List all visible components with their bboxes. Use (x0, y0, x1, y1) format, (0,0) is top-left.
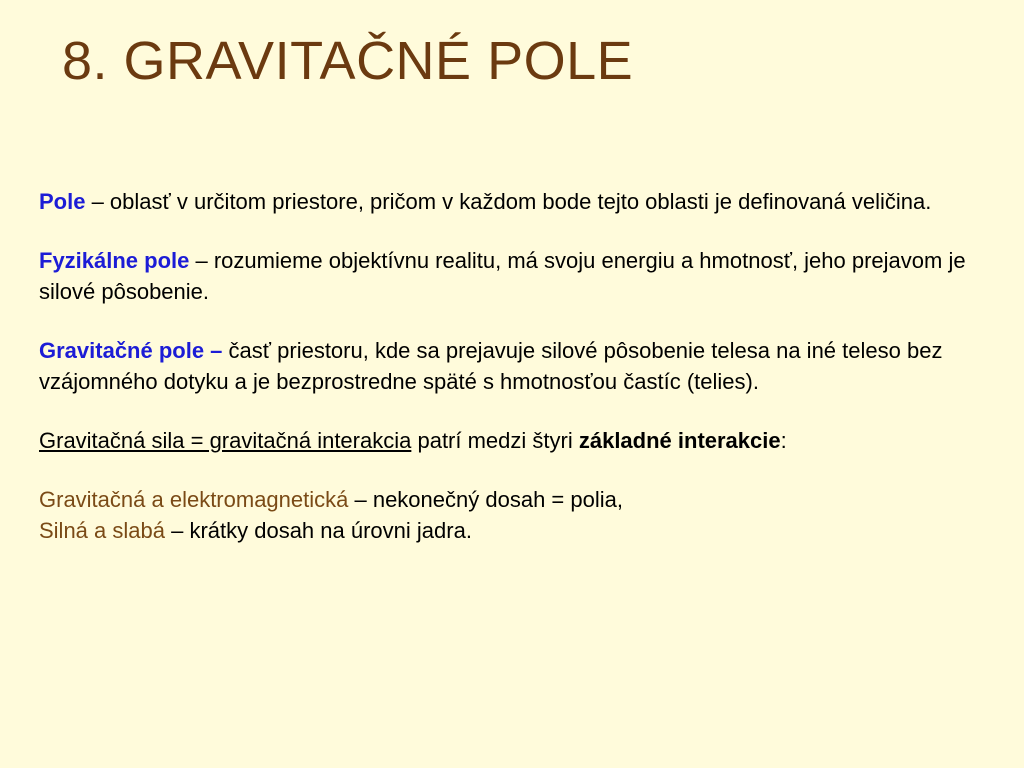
interaction-end: : (780, 428, 787, 453)
page-title: 8. GRAVITAČNÉ POLE (62, 31, 634, 91)
force-long-range-text: – nekonečný dosah = polia, (348, 487, 623, 512)
definition-fyzikalne-pole (39, 245, 989, 307)
interaction-underlined: Gravitačná sila = gravitačná interakcia (39, 428, 412, 453)
force-short-range-text: – krátky dosah na úrovni jadra. (164, 518, 472, 543)
force-short-range (39, 515, 989, 546)
definition-gravitacne-pole-text: časť priestoru, kde sa prejavuje silové pôsobenie telesa na iné teleso bez vzájomného dotyku a je bezprostredne späté s hmotnosťou častíc (telies). (39, 338, 943, 394)
force-long-range (39, 484, 989, 515)
interaction-bold: základné interakcie (578, 428, 781, 453)
term-fyzikalne-pole: Fyzikálne pole (39, 248, 190, 273)
term-pole: Pole (39, 189, 86, 214)
interaction-statement (39, 425, 989, 456)
slide-content (39, 186, 989, 546)
term-gravitacne-pole: Gravitačné pole – (39, 338, 223, 363)
term-short-range: Silná a slabá (39, 518, 165, 543)
definition-pole (39, 186, 989, 217)
interaction-middle: patrí medzi štyri (411, 428, 579, 453)
definition-pole-text: – oblasť v určitom priestore, pričom v každom bode tejto oblasti je definovaná veličina. (85, 189, 932, 214)
definition-gravitacne-pole (39, 335, 989, 397)
definition-fyzikalne-pole-text: – rozumieme objektívnu realitu, má svoju energiu a hmotnosť, jeho prejavom je silové pôsobenie. (39, 248, 966, 304)
term-long-range: Gravitačná a elektromagnetická (39, 487, 349, 512)
